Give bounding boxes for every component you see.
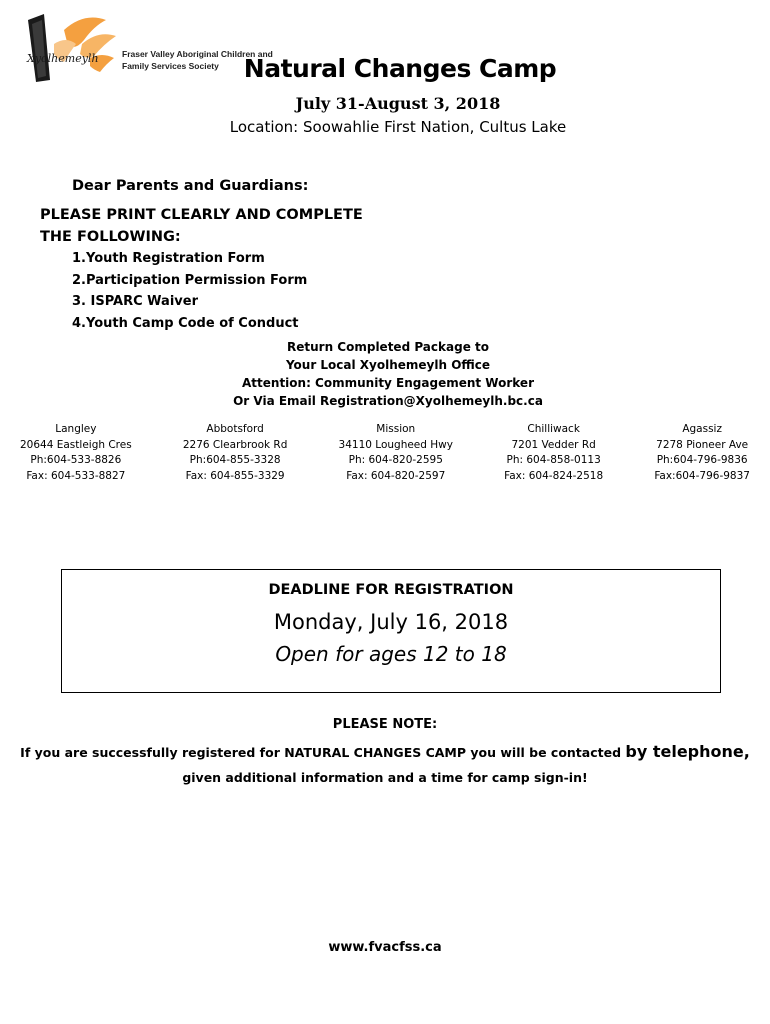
office-address: 34110 Lougheed Hwy — [338, 438, 453, 451]
instruction-heading: PLEASE PRINT CLEARLY AND COMPLETE THE FOLLOWING: — [40, 207, 363, 245]
office-phone: Ph:604-796-9836 — [656, 454, 748, 466]
office-address: 20644 Eastleigh Cres — [20, 438, 132, 451]
office-fax: Fax: 604-824-2518 — [504, 469, 604, 482]
camp-dates: July 31-August 3, 2018 — [295, 94, 501, 113]
form-item: 1.Youth Registration Form — [72, 251, 265, 266]
office-phone: Ph: 604-820-2595 — [348, 454, 443, 466]
office-city: Langley — [55, 423, 97, 435]
office-langley — [20, 422, 132, 484]
office-city: Agassiz — [682, 423, 722, 435]
required-forms-list — [72, 248, 307, 334]
office-phone: Ph: 604-858-0113 — [506, 454, 601, 466]
note-emphasis: by telephone, — [625, 742, 750, 761]
return-email-line: Or Via Email Registration@Xyolhemeylh.bc.ca — [233, 394, 543, 408]
deadline-date: Monday, July 16, 2018 — [273, 610, 509, 634]
office-fax: Fax: 604-533-8827 — [26, 469, 126, 482]
logo-wordmark: Xyolhemeylh — [27, 52, 99, 65]
form-item: 2.Participation Permission Form — [72, 272, 308, 288]
return-instructions — [0, 338, 770, 410]
office-phone: Ph:604-855-3328 — [189, 454, 281, 466]
office-address: 7278 Pioneer Ave — [656, 438, 749, 451]
return-line: Your Local Xyolhemeylh Office — [285, 358, 491, 372]
form-item: 4.Youth Camp Code of Conduct — [72, 315, 299, 331]
office-agassiz — [654, 422, 750, 484]
deadline-heading: DEADLINE FOR REGISTRATION — [268, 582, 514, 598]
organization-name-line1: Fraser Valley Aboriginal Children and — [122, 49, 273, 59]
note-text-line1 — [0, 742, 770, 761]
note-heading: PLEASE NOTE: — [332, 717, 438, 732]
office-address: 7201 Vedder Rd — [511, 438, 596, 451]
office-phone: Ph:604-533-8826 — [30, 454, 122, 466]
camp-location: Location: Soowahlie First Nation, Cultus Lake — [229, 118, 567, 136]
note-text: If you are successfully registered for NATURAL CHANGES CAMP you will be contacted — [20, 745, 626, 760]
return-line: Attention: Community Engagement Worker — [242, 376, 534, 390]
office-mission — [339, 422, 453, 484]
return-line: Return Completed Package to — [287, 340, 489, 354]
age-range: Open for ages 12 to 18 — [275, 642, 507, 666]
office-fax: Fax: 604-820-2597 — [346, 469, 446, 482]
greeting: Dear Parents and Guardians: — [72, 178, 309, 194]
office-fax: Fax: 604-855-3329 — [185, 469, 285, 482]
website-link[interactable]: www.fvacfss.ca — [328, 940, 442, 955]
office-city: Chilliwack — [527, 423, 580, 435]
office-list — [20, 422, 750, 484]
form-item: 3. ISPARC Waiver — [72, 294, 198, 309]
office-abbotsford — [183, 422, 288, 484]
office-chilliwack — [504, 422, 603, 484]
office-city: Abbotsford — [206, 423, 264, 435]
note-text-line2: given additional information and a time for camp sign-in! — [182, 770, 588, 785]
office-address: 2276 Clearbrook Rd — [182, 438, 288, 451]
page-title: Natural Changes Camp — [243, 54, 557, 83]
office-fax: Fax:604-796-9837 — [654, 469, 750, 482]
deadline-box — [61, 569, 721, 693]
organization-name-line2: Family Services Society — [122, 61, 219, 71]
office-city: Mission — [376, 423, 416, 435]
